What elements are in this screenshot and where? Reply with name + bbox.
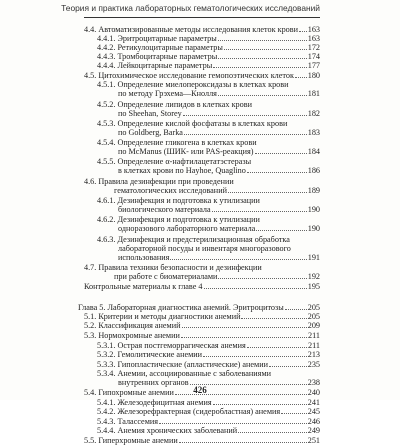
toc-entry-text: Глава 5. Лабораторная диагностика анемий. Эритроцитозы xyxy=(78,303,284,312)
toc-entry-text: 4.6.1. Дезинфекция и подготовка к утилизации xyxy=(97,196,260,205)
toc-entry-text: 5.5. Гиперхромные анемии xyxy=(84,436,178,445)
toc-page-number: 211 xyxy=(308,341,320,350)
toc-entry xyxy=(78,303,320,312)
toc-entry-text: по McManus (ШИК- или PAS-реакция) xyxy=(118,147,254,156)
toc-page-number: 191 xyxy=(307,253,320,262)
toc-entry-text: 5.3.3. Гипопластические (апластические) анемии xyxy=(97,360,268,369)
toc-entry-title-continuation xyxy=(118,253,320,262)
toc-entry-title xyxy=(78,303,320,312)
toc-entry xyxy=(84,312,320,321)
toc-page-number: 184 xyxy=(307,147,320,156)
leader-dots xyxy=(218,278,306,279)
toc-page-number: 249 xyxy=(307,426,320,435)
toc-entry xyxy=(84,235,320,262)
toc-entry-text: биологического материала xyxy=(118,205,211,214)
toc-entry xyxy=(84,100,320,118)
toc-entry-title-continuation xyxy=(118,128,320,137)
toc-entry xyxy=(84,331,320,340)
toc-entry xyxy=(84,138,320,156)
toc-entry xyxy=(84,436,320,445)
toc-page-number: 163 xyxy=(307,34,320,43)
toc-entry-title xyxy=(97,61,320,70)
toc-page-number: 209 xyxy=(307,321,320,330)
toc-entry-title xyxy=(97,350,320,359)
toc-entry-title xyxy=(97,119,320,128)
toc-entry xyxy=(84,398,320,407)
toc-entry-text: 5.4.3. Талассемия xyxy=(97,417,159,426)
toc-entry-text: Контрольные материалы к главе 4 xyxy=(84,282,203,291)
toc-entry-title xyxy=(97,157,320,166)
toc-entry-title xyxy=(84,263,320,272)
toc-entry-text: 4.7. Правила техники безопасности и дезинфекции xyxy=(84,263,262,272)
toc-entry xyxy=(84,25,320,34)
toc-entry-title xyxy=(97,215,320,224)
toc-entry-title-continuation xyxy=(118,244,320,253)
leader-dots xyxy=(182,327,307,328)
running-header: Теория и практика лабораторных гематологических исследований xyxy=(61,3,320,13)
toc-entry-text: 5.3. Нормохромные анемии xyxy=(84,331,180,340)
leader-dots xyxy=(269,366,307,367)
toc-page-number: 205 xyxy=(307,303,320,312)
toc-page-number: 245 xyxy=(307,407,320,416)
toc-entry xyxy=(84,350,320,359)
leader-dots xyxy=(181,337,307,338)
toc-entry xyxy=(84,407,320,416)
toc-page-number: 180 xyxy=(307,71,320,80)
toc-entry-title xyxy=(97,235,320,244)
toc-entry-text: 5.3.1. Острая постгеморрагическая анемия xyxy=(97,341,246,350)
toc-entry-text: 4.4.2. Ретикулоцитарные параметры xyxy=(97,43,223,52)
leader-dots xyxy=(218,40,307,41)
toc-page-number: 190 xyxy=(307,224,320,233)
toc-entry-text: 4.4.4. Лейкоцитарные параметры xyxy=(97,61,213,70)
leader-dots xyxy=(170,259,306,260)
toc-entry xyxy=(84,34,320,43)
toc-entry xyxy=(84,360,320,369)
toc-entry xyxy=(84,52,320,61)
toc-entry-text: 4.4. Автоматизированные методы исследования клеток крови xyxy=(84,25,299,34)
page-number: 426 xyxy=(193,385,207,395)
leader-dots xyxy=(179,442,307,443)
toc-page-number: 177 xyxy=(307,61,320,70)
toc-entry xyxy=(84,321,320,330)
toc-page-number: 190 xyxy=(307,205,320,214)
toc-entry-title xyxy=(97,398,320,407)
toc-entry-title xyxy=(97,341,320,350)
toc-page-number: 163 xyxy=(307,25,320,34)
leader-dots xyxy=(224,49,307,50)
toc-entry-text: 5.4.2. Железорефрактерная (сидеробластная) анемия xyxy=(97,407,281,416)
toc-entry-title xyxy=(97,360,320,369)
toc-page-number: 182 xyxy=(307,109,320,118)
toc-entry-title xyxy=(97,52,320,61)
toc-page-number: 186 xyxy=(307,166,320,175)
leader-dots xyxy=(256,230,306,231)
leader-dots xyxy=(228,192,307,193)
leader-dots xyxy=(295,77,307,78)
toc-entry-text: по Sheehan, Storey xyxy=(118,109,182,118)
toc-entry-text: 4.5.3. Определение кислой фосфатазы в клетках крови xyxy=(97,119,288,128)
toc-entry xyxy=(84,157,320,175)
toc-entry xyxy=(84,80,320,98)
leader-dots xyxy=(299,31,307,32)
toc-entry-text: 4.5. Цитохимическое исследование гемопоэтических клеток xyxy=(84,71,294,80)
toc-entry xyxy=(84,177,320,195)
toc-entry-text: лабораторной посуды и инвентаря многоразового xyxy=(118,244,291,253)
leader-dots xyxy=(212,211,307,212)
leader-dots xyxy=(218,58,307,59)
toc-entry-text: в клетках крови по Hayhoe, Quaglino xyxy=(118,166,246,175)
toc-page-number: 189 xyxy=(307,186,320,195)
toc-page-number: 241 xyxy=(307,398,320,407)
toc-entry-title-continuation xyxy=(118,109,320,118)
toc-page-number: 195 xyxy=(307,282,320,291)
toc-entry xyxy=(84,426,320,435)
toc-entry-title-continuation xyxy=(118,147,320,156)
toc-entry-text: 4.6.3. Дезинфекция и предстерилизационная обработка xyxy=(97,235,290,244)
toc-entry-text: использования xyxy=(118,253,170,262)
toc-entry-title-continuation xyxy=(118,166,320,175)
toc-page-number: 238 xyxy=(307,378,320,387)
toc-entry-title xyxy=(97,43,320,52)
toc-entry-text: 4.5.2. Определение липидов в клетках крови xyxy=(97,100,252,109)
leader-dots xyxy=(183,115,307,116)
toc-entry-title xyxy=(84,312,320,321)
toc-entry-title-continuation xyxy=(118,89,320,98)
toc-entry-title xyxy=(84,436,320,445)
toc-page-number: 213 xyxy=(307,350,320,359)
toc-entry-title xyxy=(97,369,320,378)
toc-entry xyxy=(84,196,320,214)
leader-dots xyxy=(255,153,307,154)
leader-dots xyxy=(184,134,307,135)
leader-dots xyxy=(285,309,307,310)
toc-entry-title xyxy=(97,138,320,147)
toc-page-number: 235 xyxy=(307,360,320,369)
toc-entry-text: 5.1. Критерии и методы диагностики анемий xyxy=(84,312,241,321)
toc-entry-text: внутренних органов xyxy=(118,378,189,387)
toc-entry-title-continuation xyxy=(118,224,320,233)
toc-entry-text: одноразового лабораторного материала xyxy=(118,224,256,233)
toc-entry-title-continuation xyxy=(118,205,320,214)
toc-entry xyxy=(84,417,320,426)
toc-entry xyxy=(84,341,320,350)
leader-dots xyxy=(281,413,307,414)
toc-entry-title xyxy=(97,100,320,109)
toc-entry-text: 4.6. Правила дезинфекции при проведении xyxy=(84,177,234,186)
toc-entry-title xyxy=(84,25,320,34)
toc-entry-title xyxy=(84,177,320,186)
toc-entry-title xyxy=(97,426,320,435)
toc-entry xyxy=(84,61,320,70)
toc-entry-text: 4.5.1. Определение миелопероксидазы в клетках крови xyxy=(97,80,289,89)
leader-dots xyxy=(247,347,307,348)
toc-entry-title xyxy=(84,331,320,340)
toc-entry-text: 4.5.4. Определение гликогена в клетках крови xyxy=(97,138,257,147)
toc-page-number: 183 xyxy=(307,128,320,137)
toc-page-number: 251 xyxy=(307,436,320,445)
toc-entry-title xyxy=(84,321,320,330)
toc-entry-text: 4.6.2. Дезинфекция и подготовка к утилизации xyxy=(97,215,260,224)
toc-entry xyxy=(84,263,320,281)
toc-entry-text: по Goldberg, Barka xyxy=(118,128,183,137)
toc-page-number: 205 xyxy=(307,312,320,321)
toc-entry xyxy=(84,43,320,52)
toc-entry-text: при работе с биоматериалами xyxy=(114,272,218,281)
toc-entry-text: 5.4. Гипохромные анемии xyxy=(84,388,174,397)
leader-dots xyxy=(203,356,307,357)
leader-dots xyxy=(213,67,307,68)
toc-entry-title-continuation xyxy=(114,272,320,281)
toc-entry-text: 4.4.1. Эритроцитарные параметры xyxy=(97,34,217,43)
toc-entry xyxy=(84,71,320,80)
toc-page-number: 172 xyxy=(307,43,320,52)
toc-entry-text: 5.3.4. Анемии, ассоциированные с заболеваниями xyxy=(97,369,272,378)
toc-entry-text: 4.5.5. Определение α-нафтилацетатэстеразы xyxy=(97,157,252,166)
toc-entry-title xyxy=(97,407,320,416)
toc-entry xyxy=(84,119,320,137)
toc-page-number: 246 xyxy=(307,417,320,426)
toc-entry xyxy=(84,282,320,291)
leader-dots xyxy=(247,172,307,173)
toc-page-number: 192 xyxy=(307,272,320,281)
leader-dots xyxy=(238,432,307,433)
toc-page-number: 174 xyxy=(307,52,320,61)
leader-dots xyxy=(159,423,307,424)
toc-entry-text: 5.2. Классификация анемий xyxy=(84,321,181,330)
toc-entry-text: 5.3.2. Гемолитические анемии xyxy=(97,350,203,359)
toc-entry-title xyxy=(84,71,320,80)
toc-entry-title xyxy=(97,34,320,43)
leader-dots xyxy=(213,404,307,405)
toc-entry-text: по методу Грэхема—Кнолля xyxy=(118,89,217,98)
toc-entry-text: 5.4.4. Анемия хронических заболеваний xyxy=(97,426,238,435)
toc-page-number: 240 xyxy=(307,388,320,397)
toc-entry xyxy=(84,215,320,233)
toc-page-number: 211 xyxy=(308,331,320,340)
leader-dots xyxy=(204,288,307,289)
toc-entry-title xyxy=(97,80,320,89)
toc-entry-title xyxy=(97,417,320,426)
toc-page-number: 181 xyxy=(307,89,320,98)
toc-entry-title xyxy=(97,196,320,205)
leader-dots xyxy=(218,95,307,96)
toc-entry-text: 4.4.3. Тромбоцитарные параметры xyxy=(97,52,218,61)
toc-entry-text: гематологических исследований xyxy=(114,186,227,195)
toc-entry-title xyxy=(84,282,320,291)
toc-entry-text: 5.4.1. Железодефицитная анемия xyxy=(97,398,212,407)
toc-entry-title-continuation xyxy=(114,186,320,195)
leader-dots xyxy=(241,318,306,319)
